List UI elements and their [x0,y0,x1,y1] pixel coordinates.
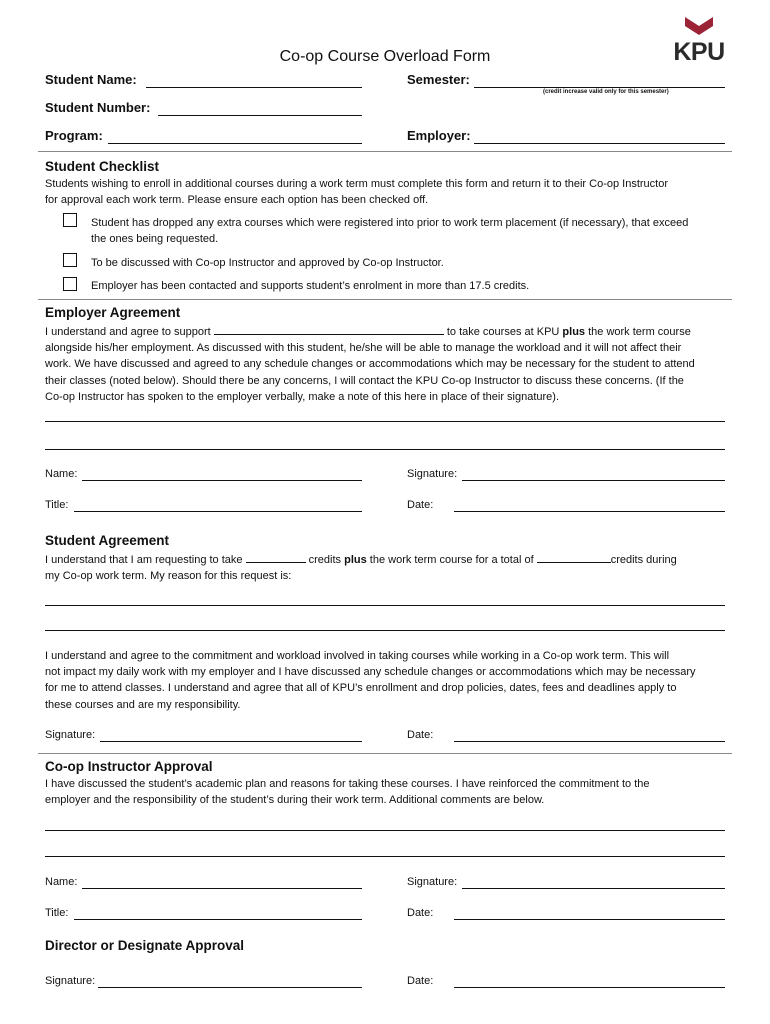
checklist-intro [45,176,668,208]
instructor-signature-field[interactable] [462,876,725,889]
employer-agreement-line: work. We have discussed and agreed to any schedule changes or accommodations which may be necessary for the student to attend [45,358,695,371]
instructor-comments-line[interactable] [45,856,725,857]
instructor-signature-label: Signature: [407,876,458,888]
employer-name-label: Name: [45,468,78,480]
employer-support-name-field[interactable] [214,322,444,335]
employer-date-field[interactable] [454,499,725,512]
employer-agreement-plus: plus [562,326,586,338]
employer-agreement-heading: Employer Agreement [45,305,181,320]
student-commitment-line: these courses and are my responsibility. [45,698,241,711]
student-number-label: Student Number: [45,100,151,115]
instructor-name-label: Name: [45,876,78,888]
director-approval-heading: Director or Designate Approval [45,938,245,953]
student-name-label: Student Name: [45,72,137,87]
employer-title-label: Title: [45,499,69,511]
checklist-item-line: the ones being requested. [91,233,219,246]
employer-signature-field[interactable] [462,468,725,481]
kpu-logo-text: KPU [673,38,725,66]
instructor-title-label: Title: [45,907,69,919]
instructor-date-field[interactable] [454,907,725,920]
student-commitment-line: I understand and agree to the commitment and workload involved in taking courses while working in a Co-op work term. This will [45,650,670,662]
instructor-date-label: Date: [407,907,434,919]
checklist-intro-line: for approval each work term. Please ensure each option has been checked off. [45,194,429,207]
checklist-item-line: Employer has been contacted and supports student’s enrolment in more than 17.5 credits. [91,280,530,292]
semester-note: (credit increase valid only for this semester) [543,89,669,95]
checklist-item-line: Student has dropped any extra courses which were registered into prior to work term placement (if necessary), that exceed [91,217,689,229]
employer-label: Employer: [407,128,471,143]
student-agreement-text-b: credits [308,554,342,566]
instructor-approval-line: employer and the responsibility of the student’s during their work term. Additional comments are below. [45,794,545,807]
director-signature-field[interactable] [98,975,362,988]
checklist-heading: Student Checklist [45,159,160,174]
director-date-field[interactable] [454,975,725,988]
checklist-checkbox-employer[interactable] [63,277,77,291]
reason-line[interactable] [45,630,725,631]
instructor-comments-line[interactable] [45,830,725,831]
checklist-item-discussed [91,255,444,271]
instructor-title-field[interactable] [74,907,362,920]
program-field[interactable] [108,129,362,144]
checklist-checkbox-dropped[interactable] [63,213,77,227]
student-agreement-text [45,550,677,584]
employer-agreement-line: Co-op Instructor has spoken to the employer verbally, make a note of this here in place of their signature). [45,390,560,403]
instructor-approval-heading: Co-op Instructor Approval [45,759,213,774]
employer-agreement-text-b: to take courses at KPU [446,326,560,338]
student-agreement-text-a: I understand that I am requesting to take [45,554,243,566]
checklist-checkbox-discussed[interactable] [63,253,77,267]
student-agreement-line: my Co-op work term. My reason for this request is: [45,570,292,583]
instructor-approval-line: I have discussed the student’s academic plan and reasons for taking these courses. I have reinforced the commitment to the [45,778,650,790]
student-commitment-line: for me to attend classes. I understand and agree that all of KPU’s enrollment and drop policies, dates, fees and deadlines apply to [45,682,677,695]
student-name-field[interactable] [146,73,362,88]
employer-agreement-line [45,322,695,340]
divider [38,299,732,300]
student-agreement-heading: Student Agreement [45,533,170,548]
student-commitment-text [45,648,696,713]
checklist-intro-line: Students wishing to enroll in additional courses during a work term must complete this form and return it to their Co-op Instructor [45,178,669,190]
employer-agreement-line: alongside his/her employment. As discussed with this student, he/she will be able to manage the workload and it will not affect their [45,342,682,355]
student-date-label: Date: [407,729,434,741]
checklist-item-dropped [91,215,688,247]
employer-field[interactable] [474,129,725,144]
employer-date-label: Date: [407,499,434,511]
student-signature-label: Signature: [45,729,96,741]
student-agreement-text-c: the work term course for a total of [369,554,534,566]
kpu-chevron-icon [668,14,730,40]
program-label: Program: [45,128,103,143]
semester-field[interactable] [474,73,725,88]
form-title: Co-op Course Overload Form [279,48,491,65]
checklist-item-employer [91,278,529,294]
student-agreement-line [45,550,677,568]
student-number-field[interactable] [158,101,362,116]
employer-notes-line[interactable] [45,421,725,422]
employer-notes-line[interactable] [45,449,725,450]
employer-agreement-text-a: I understand and agree to support [45,326,211,338]
employer-agreement-text [45,322,695,405]
employer-title-field[interactable] [74,499,362,512]
employer-signature-label: Signature: [407,468,458,480]
director-date-label: Date: [407,975,434,987]
total-credits-field[interactable] [537,550,611,563]
instructor-approval-text [45,776,650,808]
employer-agreement-text-c: the work term course [588,326,691,338]
reason-line[interactable] [45,605,725,606]
checklist-item-line: To be discussed with Co-op Instructor and approved by Co-op Instructor. [91,257,444,269]
divider [38,151,732,152]
student-date-field[interactable] [454,729,725,742]
semester-label: Semester: [407,72,470,87]
director-signature-label: Signature: [45,975,96,987]
student-agreement-text-d: credits during [610,554,677,566]
student-commitment-line: not impact my daily work with my employer and I have discussed any schedule changes or accommodations which may be necessary [45,666,696,679]
instructor-name-field[interactable] [82,876,362,889]
divider [38,753,732,754]
employer-agreement-line: their classes (noted below). Should there be any concerns, I will contact the KPU Co-op Instructor to discuss these concerns. (If the [45,374,684,387]
requested-credits-field[interactable] [246,550,306,563]
student-signature-field[interactable] [100,729,362,742]
student-agreement-plus: plus [344,554,367,566]
employer-name-field[interactable] [82,468,362,481]
